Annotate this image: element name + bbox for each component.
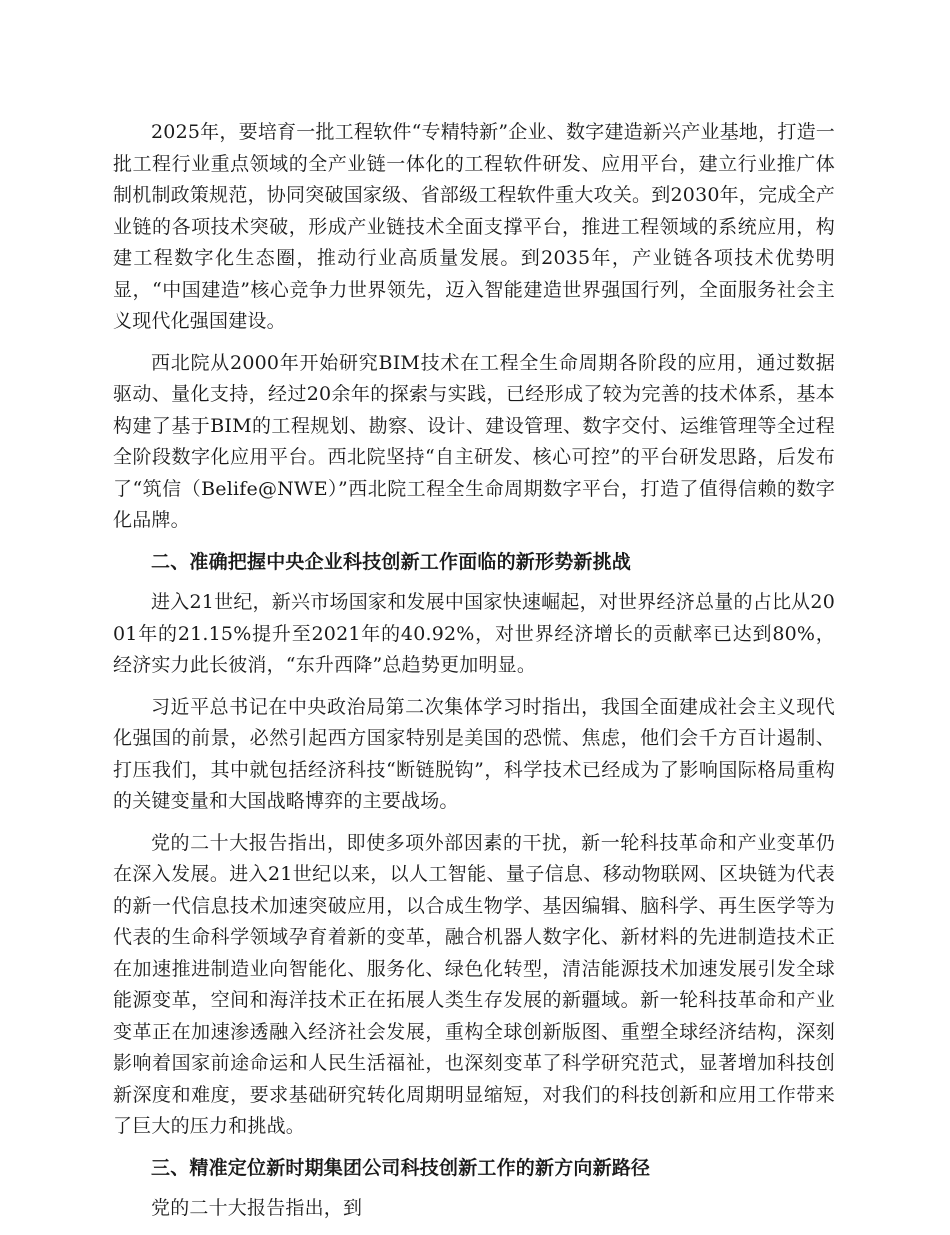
paragraph-party-report: 党的二十大报告指出，到 xyxy=(151,1197,363,1219)
paragraph-2025-goals: 2025年，要培育一批工程软件“专精特新”企业、数字建造新兴产业基地，打造一批工程行业重点领域的全产业链一体化的工程软件研发、应用平台，建立行业推广体制机制政策规范，协同突破国家级、省部级工程软件重大攻关。到2030年，完成全产业链的各项技术突破，形成产业链技术全面支撑平台，推进工程领域的系统应用，构建工程数字化生态圈，推动行业高质量发展。到2035年，产业链各项技术优势明显，“中国建造”核心竞争力世界领先，迈入智能建造世界强国行列，全面服务社会主义现代化强国建设。 xyxy=(113,121,835,332)
paragraph-tech-revolution: 党的二十大报告指出，即使多项外部因素的干扰，新一轮科技革命和产业变革仍在深入发展。进入21世纪以来，以人工智能、量子信息、移动物联网、区块链为代表的新一代信息技术加速突破应用，以合成生物学、基因编辑、脑科学、再生医学等为代表的生命科学领域孕育着新的变革，融合机器人数字化、新材料的先进制造技术正在加速推进制造业向智能化、服务化、绿色化转型，清洁能源技术加速发展引发全球能源变革，空间和海洋技术正在拓展人类生存发展的新疆域。新一轮科技革命和产业变革正在加速渗透融入经济社会发展，重构全球创新版图、重塑全球经济结构，深刻影响着国家前途命运和人民生活福祉，也深刻变革了科学研究范式，显著增加科技创新深度和难度，要求基础研究转化周期明显缩短，对我们的科技创新和应用工作带来了巨大的压力和挑战。 xyxy=(113,831,835,1137)
document-body xyxy=(113,117,835,1235)
section-heading-3: 三、精准定位新时期集团公司科技创新工作的新方向新路径 xyxy=(151,1156,651,1179)
paragraph-emerging-markets: 进入21世纪，新兴市场国家和发展中国家快速崛起，对世界经济总量的占比从2001年的21.15%提升至2021年的40.92%，对世界经济增长的贡献率已达到80%，经济实力此长彼消，“东升西降”总趋势更加明显。 xyxy=(113,591,835,676)
paragraph-xi-remarks: 习近平总书记在中央政治局第二次集体学习时指出，我国全面建成社会主义现代化强国的前景，必然引起西方国家特别是美国的恐慌、焦虑，他们会千方百计遏制、打压我们，其中就包括经济科技“断链脱钩”，科学技术已经成为了影响国际格局重构的关键变量和大国战略博弈的主要战场。 xyxy=(113,695,835,812)
section-heading-2: 二、准确把握中央企业科技创新工作面临的新形势新挑战 xyxy=(151,550,632,573)
paragraph-nwe-bim-platform: 西北院从2000年开始研究BIM技术在工程全生命周期各阶段的应用，通过数据驱动、量化支持，经过20余年的探索与实践，已经形成了较为完善的技术体系，基本构建了基于BIM的工程规划、勘察、设计、建设管理、数字交付、运维管理等全过程全阶段数字化应用平台。西北院坚持“自主研发、核心可控”的平台研发思路，后发布了“筑信（Belife@NWE）”西北院工程全生命周期数字平台，打造了值得信赖的数字化品牌。 xyxy=(113,351,835,531)
